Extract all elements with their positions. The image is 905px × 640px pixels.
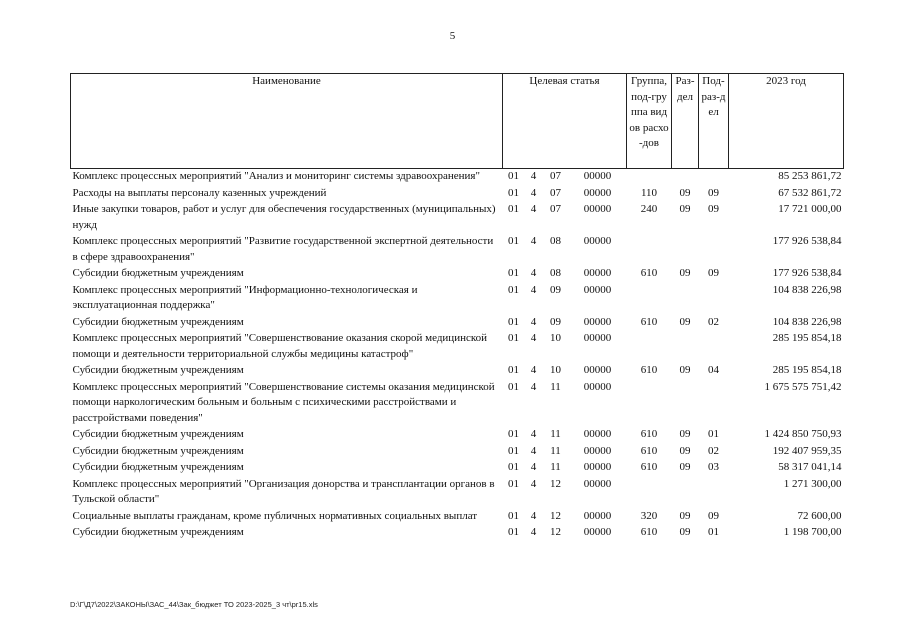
cell-prz: 09 [708,509,719,522]
cell-name: Расходы на выплаты персоналу казенных учреждений [72,186,327,199]
table-row [71,525,844,542]
cell-c4: 00000 [583,332,612,344]
table-row [71,363,844,380]
cell-c2: 4 [530,509,537,522]
cell-c4: 00000 [583,444,612,457]
cell-c2: 4 [530,461,537,473]
cell-grp: 610 [640,364,658,376]
cell-grp: 610 [640,444,658,457]
cell-grp: 610 [640,428,658,440]
cell-c3: 10 [550,364,561,376]
cell-name: Комплекс процессных мероприятий "Организация донорства и трансплантации органов в Тульской области" [72,477,495,505]
cell-prz [699,169,729,186]
cell-c2: 4 [530,315,537,328]
header-name: Наименование [71,74,503,169]
cell-c3: 07 [550,203,561,215]
cell-c3: 11 [550,444,561,457]
cell-name: Субсидии бюджетным учреждениям [72,315,244,328]
cell-c3: 08 [550,235,561,247]
cell-amount: 285 195 854,18 [772,364,842,376]
file-path-footer: D:\Г\Д7\2022\ЗАКОНЫ\ЗАС_44\Зак_бюджет ТО 2023-2025_3 чт\pr15.xls [70,600,318,609]
cell-amount: 104 838 226,98 [772,315,842,328]
cell-c2: 4 [530,332,537,344]
cell-c2: 4 [530,235,537,247]
cell-c1: 01 [508,477,519,490]
cell-name: Субсидии бюджетным учреждениям [72,444,244,457]
cell-c2: 4 [530,267,537,279]
cell-prz: 01 [708,526,719,538]
cell-name: Иные закупки товаров, работ и услуг для обеспечения государственных (муниципальных) нужд [72,203,496,231]
cell-c4: 00000 [583,170,612,182]
cell-amount: 177 926 538,84 [772,267,842,279]
cell-rz: 09 [679,509,691,522]
cell-grp: 240 [640,203,658,215]
header-podrazdel: Под-раз-дел [699,74,729,169]
cell-c4: 00000 [583,267,612,279]
cell-amount: 177 926 538,84 [772,235,842,247]
cell-prz: 09 [708,186,719,199]
cell-c4: 00000 [583,283,612,296]
cell-grp: 610 [640,315,658,328]
cell-c1: 01 [508,235,519,247]
cell-prz: 02 [708,444,719,457]
cell-prz [699,331,729,363]
cell-c4: 00000 [583,526,612,538]
cell-amount: 17 721 000,00 [778,203,842,215]
cell-c1: 01 [508,364,519,376]
cell-amount: 85 253 861,72 [778,170,842,182]
cell-prz [699,380,729,428]
cell-rz [672,283,699,315]
table-row [71,427,844,444]
cell-prz [699,283,729,315]
cell-c1: 01 [508,267,519,279]
cell-c1: 01 [508,283,519,296]
table-row [71,234,844,266]
cell-c1: 01 [508,332,519,344]
cell-prz [699,477,729,509]
cell-c4: 00000 [583,235,612,247]
cell-c2: 4 [530,203,537,215]
cell-c3: 12 [550,477,561,490]
table-row [71,380,844,428]
cell-rz [672,234,699,266]
cell-rz: 09 [679,364,691,376]
cell-c3: 11 [550,461,561,473]
cell-c3: 07 [550,170,561,182]
cell-c1: 01 [508,526,519,538]
cell-name: Субсидии бюджетным учреждениям [72,428,244,440]
header-target: Целевая статья [503,74,627,169]
cell-name: Субсидии бюджетным учреждениям [72,267,244,279]
cell-grp: 610 [640,461,658,473]
cell-grp [627,380,672,428]
cell-c1: 01 [508,380,519,393]
cell-name: Комплекс процессных мероприятий "Развитие государственной экспертной деятельности в сфере здравоохранения" [72,235,494,263]
cell-c3: 11 [550,428,561,440]
cell-rz: 09 [679,526,691,538]
cell-c3: 09 [550,315,561,328]
cell-c1: 01 [508,509,519,522]
cell-rz: 09 [679,444,691,457]
cell-c4: 00000 [583,461,612,473]
cell-amount: 72 600,00 [797,509,842,522]
cell-prz: 09 [708,267,719,279]
cell-rz [672,331,699,363]
cell-name: Комплекс процессных мероприятий "Совершенствование системы оказания медицинской помощи наркологическим больным и больным с психическими расстройствами и расстройствами поведения" [72,380,495,424]
table-row [71,266,844,283]
cell-amount: 104 838 226,98 [772,283,842,296]
table-row [71,202,844,234]
cell-c4: 00000 [583,364,612,376]
cell-grp: 610 [640,526,658,538]
cell-amount: 67 532 861,72 [778,186,842,199]
table-row [71,477,844,509]
cell-prz: 01 [708,428,719,440]
cell-c3: 10 [550,332,561,344]
cell-c2: 4 [530,380,537,393]
cell-rz [672,477,699,509]
cell-c2: 4 [530,428,537,440]
cell-c4: 00000 [583,477,612,490]
cell-rz [672,169,699,186]
cell-grp [627,477,672,509]
cell-amount: 285 195 854,18 [772,332,842,344]
cell-c4: 00000 [583,380,612,393]
cell-c3: 08 [550,267,561,279]
cell-grp [627,283,672,315]
cell-rz: 09 [679,315,691,328]
budget-table-container [70,73,843,542]
table-body [71,169,844,542]
cell-c4: 00000 [583,315,612,328]
cell-c1: 01 [508,203,519,215]
cell-amount: 58 317 041,14 [778,461,842,473]
cell-amount: 1 271 300,00 [783,477,842,490]
table-row [71,315,844,332]
cell-grp [627,234,672,266]
cell-c4: 00000 [583,186,612,199]
cell-c2: 4 [530,170,537,182]
header-group: Группа, под-группа видов расхо-дов [627,74,672,169]
cell-c2: 4 [530,186,537,199]
cell-c1: 01 [508,461,519,473]
cell-c3: 12 [550,509,561,522]
table-row [71,460,844,477]
cell-grp [627,169,672,186]
cell-c1: 01 [508,186,519,199]
cell-c2: 4 [530,283,537,296]
cell-rz: 09 [679,267,691,279]
table-row [71,444,844,461]
table-row [71,509,844,526]
cell-name: Комплекс процессных мероприятий "Информационно-технологическая и эксплуатационная поддержка" [72,283,418,311]
cell-name: Субсидии бюджетным учреждениям [72,461,244,473]
cell-rz: 09 [679,203,691,215]
page-number: 5 [449,30,456,42]
cell-grp: 110 [640,186,658,199]
cell-rz [672,380,699,428]
cell-c3: 12 [550,526,561,538]
cell-c2: 4 [530,364,537,376]
cell-c2: 4 [530,444,537,457]
cell-rz: 09 [679,461,691,473]
cell-rz: 09 [679,186,691,199]
cell-grp [627,331,672,363]
table-row [71,169,844,186]
cell-name: Субсидии бюджетным учреждениям [72,526,244,538]
cell-c1: 01 [508,170,519,182]
cell-grp: 320 [640,509,658,522]
cell-name: Социальные выплаты гражданам, кроме публичных нормативных социальных выплат [72,509,478,522]
cell-c1: 01 [508,428,519,440]
cell-c3: 11 [550,380,561,393]
cell-amount: 1 424 850 750,93 [764,428,842,440]
table-row [71,283,844,315]
cell-c2: 4 [530,526,537,538]
cell-c1: 01 [508,444,519,457]
cell-prz: 03 [708,461,719,473]
cell-prz: 04 [708,364,719,376]
table-row [71,331,844,363]
budget-table [70,73,844,542]
cell-c4: 00000 [583,509,612,522]
table-row [71,186,844,203]
cell-prz: 09 [708,203,719,215]
cell-c4: 00000 [583,203,612,215]
cell-rz: 09 [679,428,691,440]
cell-name: Комплекс процессных мероприятий "Анализ и мониторинг системы здравоохранения" [72,170,480,182]
cell-prz: 02 [708,315,719,328]
cell-c4: 00000 [583,428,612,440]
cell-amount: 192 407 959,35 [772,444,842,457]
cell-c2: 4 [530,477,537,490]
cell-amount: 1 675 575 751,42 [764,380,842,393]
header-year: 2023 год [729,74,844,169]
cell-name: Субсидии бюджетным учреждениям [72,364,244,376]
cell-c3: 07 [550,186,561,199]
cell-amount: 1 198 700,00 [783,526,842,538]
cell-prz [699,234,729,266]
cell-name: Комплекс процессных мероприятий "Совершенствование оказания скорой медицинской помощи и деятельности территориальной службы медицины катастроф" [72,332,488,360]
cell-c1: 01 [508,315,519,328]
header-razdel: Раз-дел [672,74,699,169]
cell-grp: 610 [640,267,658,279]
cell-c3: 09 [550,283,561,296]
